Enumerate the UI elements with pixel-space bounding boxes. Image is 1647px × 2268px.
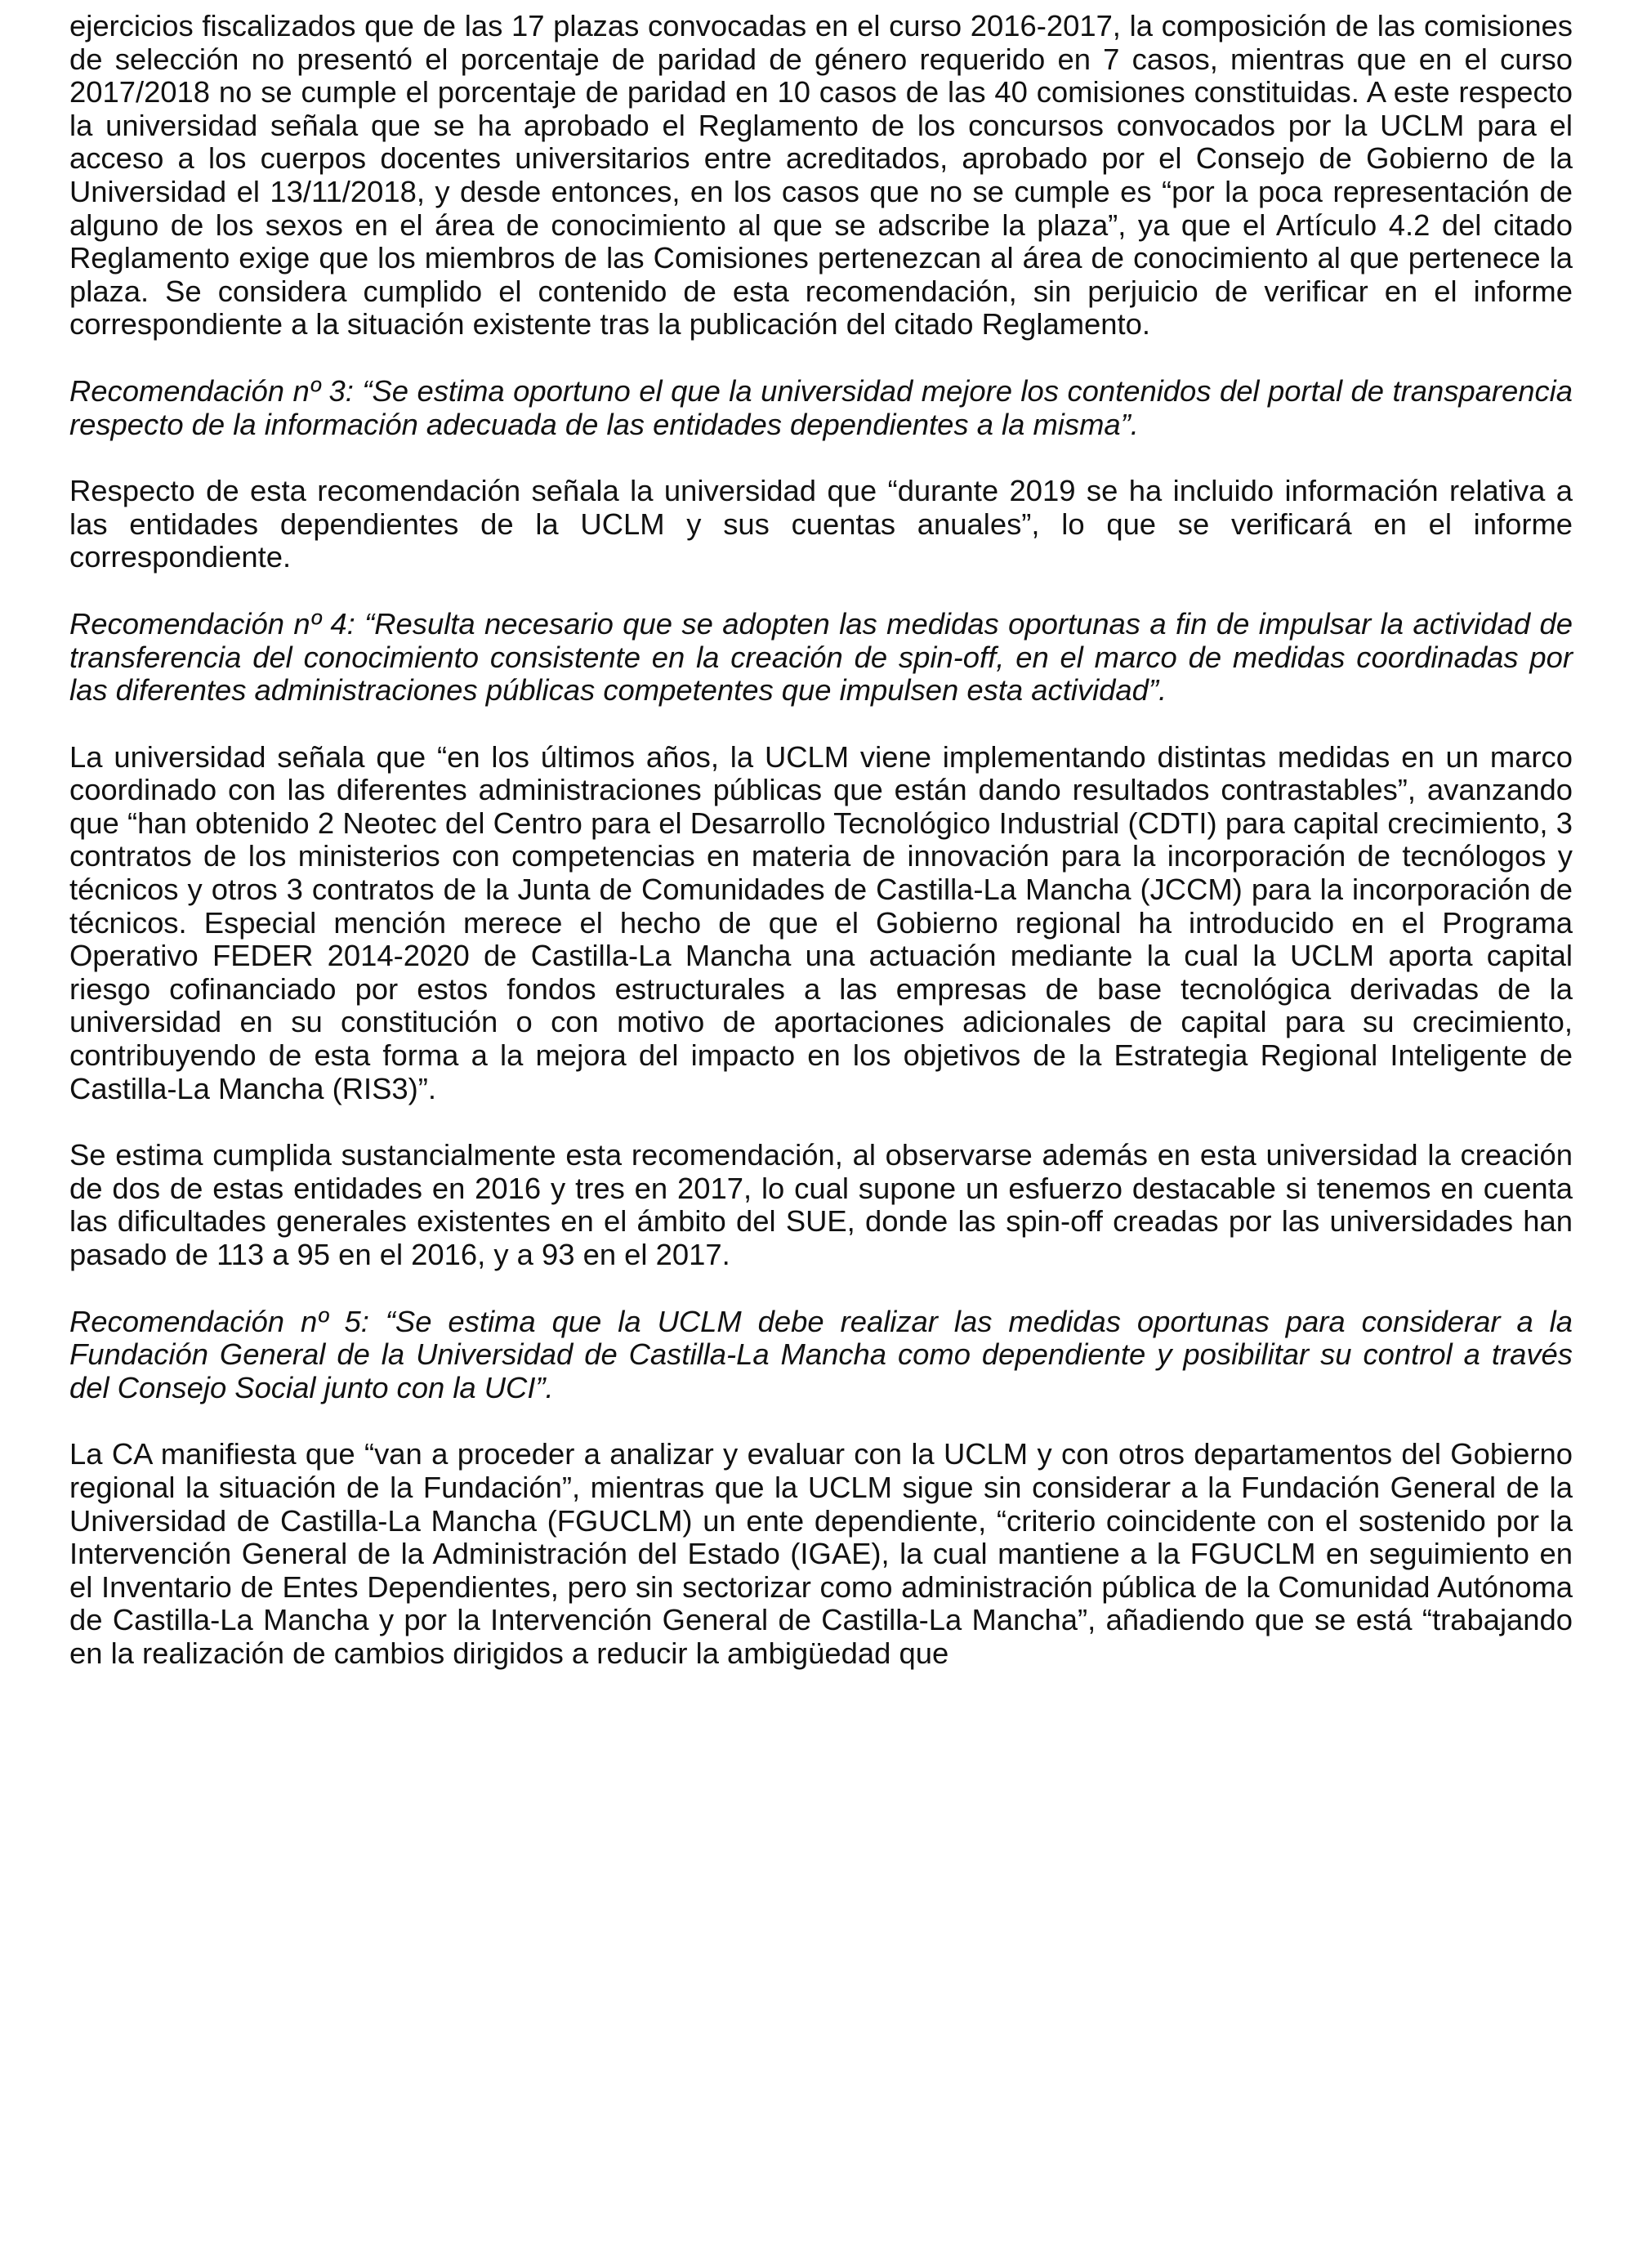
paragraph-valoracion-rec-4: Se estima cumplida sustancialmente esta recomendación, al observarse además en esta universidad la creación de dos de estas entidades en 2016 y tres en 2017, lo cual supone un esfuerzo destacable si tenemos en cuenta las dificultades generales existentes en el ámbito del SUE, donde las spin-off creadas por las universidades han pasado de 113 a 95 en el 2016, y a 93 en el 2017. [69, 1138, 1573, 1271]
recomendacion-3: Recomendación nº 3: “Se estima oportuno el que la universidad mejore los contenidos del portal de transparencia respecto de la información adecuada de las entidades dependientes a la misma”. [69, 373, 1573, 441]
document-page [69, 10, 1573, 1671]
paragraph-respuesta-rec-4: La universidad señala que “en los últimos años, la UCLM viene implementando distintas medidas en un marco coordinado con las diferentes administraciones públicas que están dando resultados contrastables”, avanzando que “han obtenido 2 Neotec del Centro para el Desarrollo Tecnológico Industrial (CDTI) para capital crecimiento, 3 contratos de los ministerios con competencias en materia de innovación para la incorporación de tecnólogos y técnicos y otros 3 contratos de la Junta de Comunidades de Castilla-La Mancha (JCCM) para la incorporación de técnicos. Especial mención merece el hecho de que el Gobierno regional ha introducido en el Programa Operativo FEDER 2014-2020 de Castilla-La Mancha una actuación mediante la cual la UCLM aporta capital riesgo cofinanciado por estos fondos estructurales a las empresas de base tecnológica derivadas de la universidad en su constitución o con motivo de aportaciones adicionales de capital para su crecimiento, contribuyendo de esta forma a la mejora del impacto en los objetivos de la Estrategia Regional Inteligente de Castilla-La Mancha (RIS3)”. [69, 739, 1573, 1105]
recomendacion-5: Recomendación nº 5: “Se estima que la UCLM debe realizar las medidas oportunas para considerar a la Fundación General de la Universidad de Castilla-La Mancha como dependiente y posibilitar su control a través del Consejo Social junto con la UCI”. [69, 1304, 1573, 1404]
recomendacion-4: Recomendación nº 4: “Resulta necesario que se adopten las medidas oportunas a fin de impulsar la actividad de transferencia del conocimiento consistente en la creación de spin-off, en el marco de medidas coordinadas por las diferentes administraciones públicas competentes que impulsen esta actividad”. [69, 606, 1573, 708]
paragraph-respuesta-rec-5: La CA manifiesta que “van a proceder a analizar y evaluar con la UCLM y con otros departamentos del Gobierno regional la situación de la Fundación”, mientras que la UCLM sigue sin considerar a la Fundación General de la Universidad de Castilla-La Mancha (FGUCLM) un ente dependiente, “criterio coincidente con el sostenido por la Intervención General de la Administración del Estado (IGAE), la cual mantiene a la FGUCLM en seguimiento en el Inventario de Entes Dependientes, pero sin sectorizar como administración pública de la Comunidad Autónoma de Castilla-La Mancha y por la Intervención General de Castilla-La Mancha”, añadiendo que se está “trabajando en la realización de cambios dirigidos a reducir la ambigüedad que [69, 1437, 1573, 1670]
paragraph-paridad-genero: ejercicios fiscalizados que de las 17 plazas convocadas en el curso 2016-2017, la composición de las comisiones de selección no presentó el porcentaje de paridad de género requerido en 7 casos, mientras que en el curso 2017/2018 no se cumple el porcentaje de paridad en 10 casos de las 40 comisiones constituidas. A este respecto la universidad señala que se ha aprobado el Reglamento de los concursos convocados por la UCLM para el acceso a los cuerpos docentes universitarios entre acreditados, aprobado por el Consejo de Gobierno de la Universidad el 13/11/2018, y desde entonces, en los casos que no se cumple es “por la poca representación de alguno de los sexos en el área de conocimiento al que se adscribe la plaza”, ya que el Artículo 4.2 del citado Reglamento exige que los miembros de las Comisiones pertenezcan al área de conocimiento al que pertenece la plaza. Se considera cumplido el contenido de esta recomendación, sin perjuicio de verificar en el informe correspondiente a la situación existente tras la publicación del citado Reglamento. [69, 9, 1573, 342]
paragraph-respuesta-rec-3: Respecto de esta recomendación señala la universidad que “durante 2019 se ha incluido información relativa a las entidades dependientes de la UCLM y sus cuentas anuales”, lo que se verificará en el informe correspondiente. [69, 474, 1573, 574]
